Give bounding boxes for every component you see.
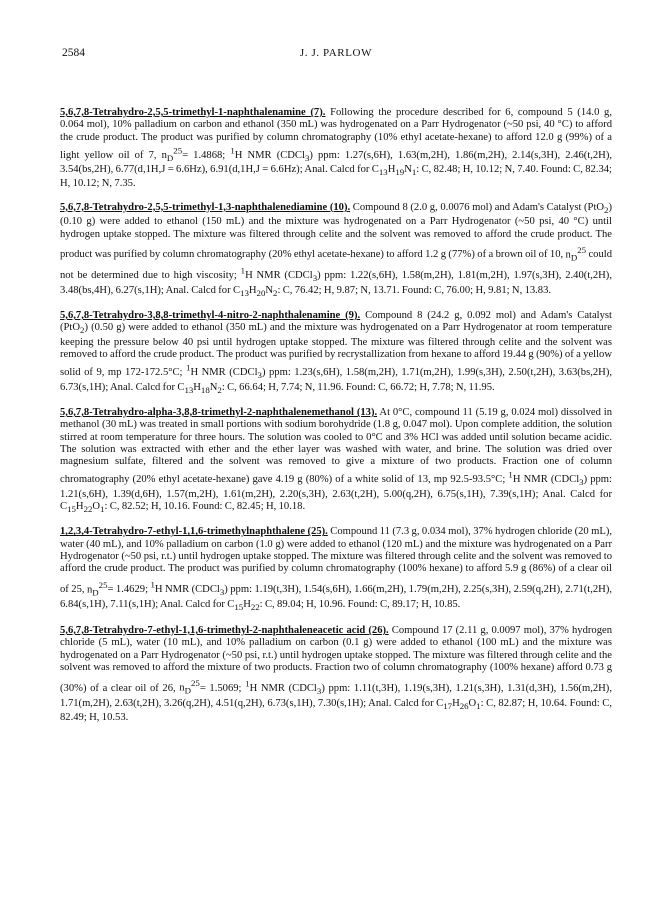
compound-title: 5,6,7,8-Tetrahydro-7-ethyl-1,1,6-trimethyl-2-naphthaleneacetic acid (26). [60, 624, 389, 636]
compound-title: 5,6,7,8-Tetrahydro-alpha-3,8,8-trimethyl-2-naphthalenemethanol (13). [60, 406, 378, 418]
compound-title: 1,2,3,4-Tetrahydro-7-ethyl-1,1,6-trimethylnaphthalene (25). [60, 526, 328, 538]
paragraph-text: Compound 8 (24.2 g, 0.092 mol) and Adam's Catalyst (PtO$_2$) (0.50 g) were added to ethanol (350 mL) and the mixture was hydrogenated on a Parr Hydrogenator at room temperature keeping the pressure below 40 psi until hydrogen uptake stopped. The mixture was filtered through celite and the solvent was removed to afford the crude product. The product was purified by recrystallization from hexane to afford 19.44 g (90%) of a yellow solid of 9, mp 172-172.5°C; $^1$H NMR (CDCl$_3$) ppm: 1.23(s,6H), 1.58(m,2H), 1.71(m,2H), 1.99(s,3H), 2.50(t,2H), 3.63(bs,2H), 6.73(s,1H); Anal. Calcd for $C_{13}H_{18}N_2$: C, 66.64; H, 7.74; N, 11.96. Found: C, 66.72; H, 7.78; N, 11.95. [60, 310, 612, 395]
paragraph-compound-13 [60, 407, 612, 516]
page-header [0, 0, 672, 60]
compound-title: 5,6,7,8-Tetrahydro-2,5,5-trimethyl-1,3-naphthalenediamine (10). [60, 201, 351, 213]
paragraph-text: Following the procedure described for 6, compound 5 (14.0 g, 0.064 mol), 10% palladium on carbon and ethanol (350 mL) was hydrogenated on a Parr Hydrogenator (~50 psi, 40 °C) to afford the crude product. The product was purified by column chromatography (10% ethyl acetate-hexane) to afford 12.0 g (99%) of a light yellow oil of 7, $n_D^{25}= 1.4868$; $^1$H NMR (CDCl$_3$) ppm: 1.27(s,6H), 1.63(m,2H), 1.86(m,2H), 2.14(s,3H), 2.46(t,2H), 3.54(bs,2H), 6.77(d,1H,J = 6.6Hz), 6.91(d,1H,J = 6.6Hz); Anal. Calcd for $C_{13}H_{19}N_1$: C, 82.48; H, 10.12; N, 7.40. Found: C, 82.34; H, 10.12; N, 7.35. [60, 107, 613, 190]
paragraph-compound-25 [60, 526, 612, 613]
paragraph-compound-10 [60, 202, 612, 299]
paragraph-compound-7 [60, 107, 612, 191]
paragraph-text: At 0°C, compound 11 (5.19 g, 0.024 mol) dissolved in methanol (30 mL) was treated in small portions with sodium borohydride (1.8 g, 0.047 mol). Upon complete addition, the solution stirred at room temperature for three hours. The solution was cooled to 0°C and 3% HCl was added until solution became acidic. The solution was extracted with ether and the ether layer was washed with water, and brine. The solution was dried over magnesium sulfate, filtered and the solvent was removed to give a mixture of two products. Fraction one of column chromatography (20% ethyl acetate-hexane) gave 4.19 g (80%) of a white solid of 13, mp 92.5-93.5°C; $^1$H NMR (CDCl$_3$) ppm: 1.21(s,6H), 1.39(d,6H), 1.57(m,2H), 1.61(m,2H), 2.20(s,3H), 2.63(t,2H), 5.00(q,2H), 6.75(s,1H), 7.39(s,1H); Anal. Calcd for $C_{15}H_{22}O_1$: C, 82.52; H, 10.16. Found: C, 82.45; H, 10.18. [60, 406, 613, 515]
paragraph-compound-26 [60, 625, 612, 725]
article-body [60, 107, 612, 736]
paragraph-compound-9 [60, 310, 612, 396]
paragraph-text: Compound 17 (2.11 g, 0.0097 mol), 37% hydrogen chloride (5 mL), water (10 mL), and 10% palladium on carbon (0.1 g) were added to ethanol (100 mL) and the mixture was hydrogenated on a Parr Hydrogenator (~50 psi, r.t.) until hydrogen uptake stopped. The mixture was filtered through celite and the solvent was removed to afford the mixture of two products. Fraction two of column chromatography (100% hexane) afford 0.73 g (30%) of a clear oil of 26, $n_D^{25}= 1.5069$; $^1$H NMR (CDCl$_3$) ppm: 1.11(t,3H), 1.19(s,3H), 1.21(s,3H), 1.31(d,3H), 1.56(m,2H), 1.71(m,2H), 2.63(t,2H), 3.26(q,2H), 4.51(q,2H), 6.73(s,1H), 7.30(s,1H); Anal. Calcd for $C_{17}H_{26}O_1$: C, 82.87; H, 10.64. Found: C, 82.49; H, 10.53. [60, 624, 612, 724]
compound-title: 5,6,7,8-Tetrahydro-2,5,5-trimethyl-1-naphthalenamine (7). [60, 107, 326, 118]
page-number: 2584 [62, 47, 85, 59]
paragraph-text: Compound 11 (7.3 g, 0.034 mol), 37% hydrogen chloride (20 mL), water (40 mL), and 10% palladium on carbon (1.0 g) were added to ethanol (120 mL) and the mixture was hydrogenated on a Parr Hydrogenator (~50 psi, r.t.) until hydrogen uptake stopped. The mixture was filtered through celite and the solvent was removed to afford the crude product. The product was purified by column chromatography (100% hexane) to afford 5.9 g (86%) of a clear oil of 25, $n_D^{25}= 1.4629$; $^1$H NMR (CDCl$_3$) ppm: 1.19(t,3H), 1.54(s,6H), 1.66(m,2H), 1.79(m,2H), 2.25(s,3H), 2.59(q,2H), 2.71(t,2H), 6.84(s,1H), 7.11(s,1H); Anal. Calcd for $C_{15}H_{22}$: C, 89.04; H, 10.96. Found: C, 89.17; H, 10.85. [60, 526, 612, 613]
paragraph-text: Compound 8 (2.0 g, 0.0076 mol) and Adam's Catalyst (PtO$_2$) (0.10 g) were added to ethanol (150 mL) and the mixture was hydrogenated on a Parr Hydrogenator (~50 psi, 40 °C) until hydrogen uptake stopped. The mixture was filtered through celite and the solvent was removed to afford the crude product. The product was purified by column chromatography (20% ethyl acetate-hexane) to afford 1.2 g (77%) of a brown oil of 10, $n_D^{25}$ could not be determined due to high viscosity; $^1$H NMR (CDCl$_3$) ppm: 1.22(s,6H), 1.58(m,2H), 1.81(m,2H), 1.97(s,3H), 2.40(t,2H), 3.48(bs,4H), 6.27(s,1H); Anal. Calcd for $C_{13}H_{20}N_2$: C, 76.42; H, 9.87; N, 13.71. Found: C, 76.00; H, 9.81; N, 13.83. [60, 201, 612, 298]
compound-title: 5,6,7,8-Tetrahydro-3,8,8-trimethyl-4-nitro-2-naphthalenamine (9). [60, 310, 361, 322]
running-head: J. J. PARLOW [299, 47, 373, 59]
